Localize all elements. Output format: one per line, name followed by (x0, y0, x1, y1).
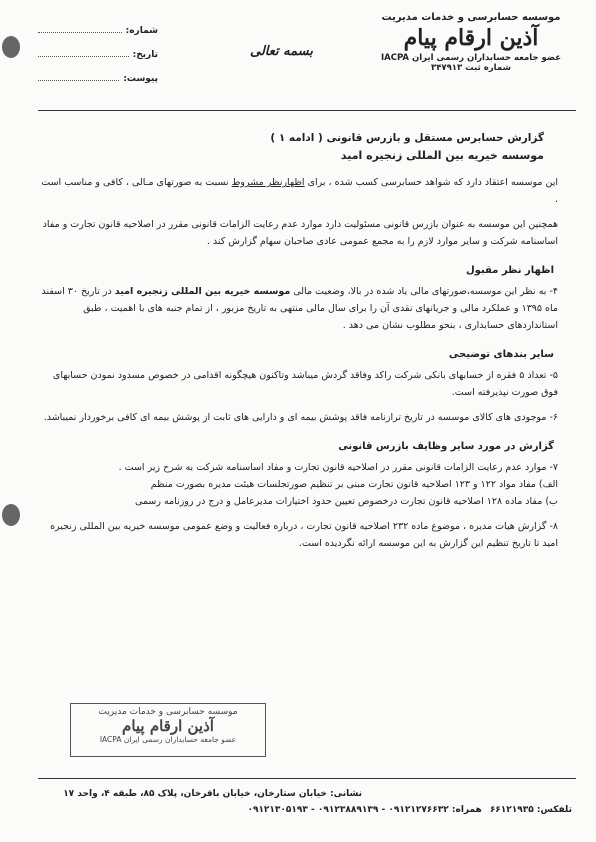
item-7-a: الف) مفاد مواد ۱۲۲ و ۱۲۳ اصلاحیه قانون تجارت مبنی بر تنظیم صورتجلسات هیئت مدیره بصورت منظم (150, 479, 558, 490)
letter-meta (38, 24, 158, 96)
item-4-text: ۴- به نظر این موسسه،صورتهای مالی یاد شده در بالا، وضعیت مالی (290, 286, 558, 297)
intro-text-end: نسبت به صورتهای مـالی ، کافی و مناسب است . (41, 177, 558, 205)
firm-registration: شماره ثبت ۳۴۷۹۱۳ (431, 63, 511, 73)
organization-name: موسسه خیریه بین المللی زنجیره امید (340, 149, 544, 162)
punch-hole (2, 504, 20, 526)
item-4 (40, 283, 558, 334)
firm-name: موسسه حسابرسی و خدمات مدیریت (381, 12, 561, 23)
date-line (38, 48, 129, 57)
footer-mobile: همراه: ۰۹۱۲۱۲۷۶۶۳۲ - ۰۹۱۲۳۸۸۹۱۳۹ - ۰۹۱۲۱۳۰۵۱۹۳ (247, 805, 482, 815)
date-label: تاریخ: (132, 50, 158, 60)
item-5: ۵- تعداد ۵ فقره از حسابهای بانکی شرکت راکد وفاقد گردش میباشد وتاکنون هیچگونه اقدامی در خصوص مسدود نمودن حسابهای فوق صورت نپذیرفته است. (52, 370, 558, 398)
stamp-line-1: موسسه حسابرسی و خدمات مدیریت (98, 707, 238, 717)
firm-logo: آذین ارقام پیام (403, 25, 539, 51)
item-4-org: موسسه خیریه بین المللی زنجیره امید (114, 286, 291, 297)
attachment-line (38, 72, 119, 81)
item-6: ۶- موجودی های کالای موسسه در تاریخ ترازنامه فاقد پوشش بیمه ای و دارایی های ثابت از پوشش بیمه ای کافی برخوردار نمیباشد. (43, 412, 558, 423)
footer-telfax: تلفکس: ۶۶۱۲۱۹۳۵ (489, 805, 572, 815)
stamp-line-2: آذین ارقام پیام (122, 717, 214, 735)
item-7-b: ب) مفاد ماده ۱۲۸ اصلاحیه قانون تجارت درخصوص تعیین حدود اختیارات مدیرعامل و درج در روزنامه رسمی (135, 496, 558, 507)
number-line (38, 24, 122, 33)
firm-stamp (70, 703, 266, 757)
meta-attachment (38, 72, 158, 96)
report-title: گزارش حسابرس مستقل و بازرس قانونی ( ادامه ۱ ) (270, 132, 544, 144)
punch-hole (2, 36, 20, 58)
meta-number (38, 24, 158, 48)
intro-text: این موسسه اعتقاد دارد که شواهد حسابرسی کسب شده ، برای (304, 177, 558, 188)
header-divider (38, 110, 576, 111)
explanatory-heading: سایر بندهای توضیحی (448, 349, 554, 360)
basmala: بسمه تعالی (250, 44, 313, 59)
item-7 (40, 459, 558, 510)
qualified-opinion-text: اظهارنظر مشروط (231, 177, 305, 188)
report-body (40, 130, 558, 560)
number-label: شماره: (125, 26, 158, 36)
footer (40, 786, 572, 818)
attachment-label: پیوست: (123, 74, 158, 84)
footer-contacts (40, 802, 572, 818)
stamp-line-3: عضو جامعه حسابداران رسمی ایران IACPA (99, 735, 237, 744)
intro-paragraph-1 (40, 174, 558, 208)
legal-duties-heading: گزارش در مورد سایر وظایف بازرس قانونی (338, 441, 554, 452)
item-4-text-end: در تاریخ ۳۰ اسفند ماه ۱۳۹۵ و عملکرد مالی و جریانهای نقدی آن را برای سال مالی منتهی به تاریخ مزبور ، از تمام جنبه های با اهمیت ، طبق استانداردهای حسابداری ، بنحو مطلوب نشان می دهد . (41, 286, 558, 331)
item-8: ۸- گزارش هیات مدیره ، موضوع ماده ۲۳۲ اصلاحیه قانون تجارت ، درباره فعالیت و وضع عمومی موسسه خیریه بین المللی زنجیره امید تا تاریخ تنظیم این گزارش به این موسسه ارائه نگردیده است. (50, 521, 558, 549)
meta-date (38, 48, 158, 72)
firm-membership: عضو جامعه حسابداران رسمی ایران IACPA (380, 53, 561, 63)
item-7-text: ۷- موارد عدم رعایت الزامات قانونی مقرر در اصلاحیه قانون تجارت و مفاد اساسنامه شرکت به شرح زیر است . (118, 462, 558, 473)
opinion-heading: اظهار نظر مقبول (465, 265, 554, 276)
footer-address: نشانی: خیابان ستارخان، خیابان باقرخان، پلاک ۸۵، طبقه ۴، واحد ۱۷ (63, 789, 362, 799)
footer-divider (38, 778, 576, 779)
intro-paragraph-2: همچنین این موسسه به عنوان بازرس قانونی مسئولیت دارد موارد عدم رعایت الزامات قانونی مقرر در اصلاحیه قانون تجارت و مفاد اساسنامه شرکت و سایر موارد لازم را به مجمع عمومی عادی صاحبان سهام گزارش کند . (42, 219, 558, 247)
letterhead (366, 12, 576, 73)
